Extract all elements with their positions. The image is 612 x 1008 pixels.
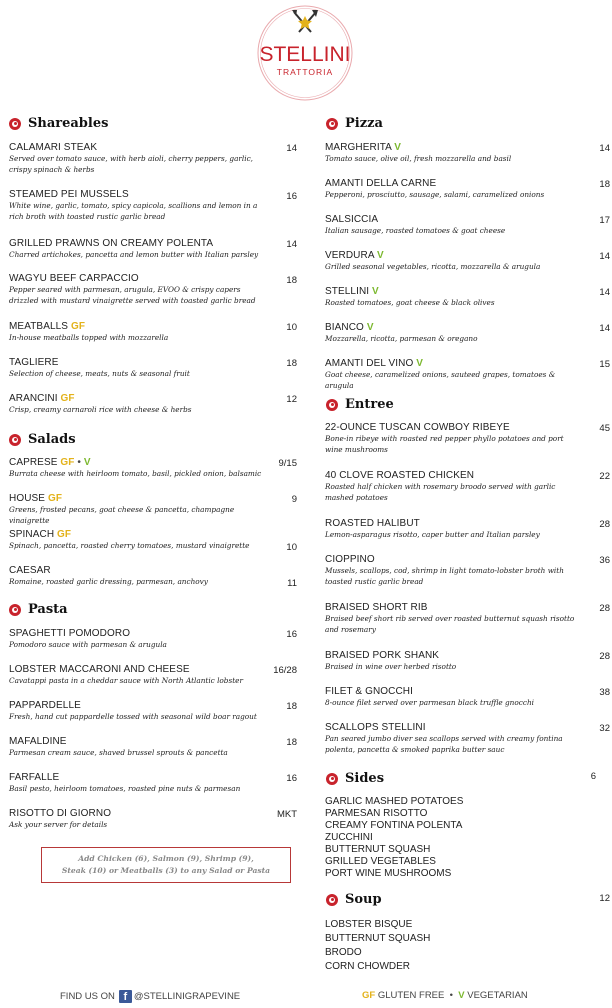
- menu-item: ARANCINI GF Crisp, creamy carnaroli rice with cheese & herbs: [9, 393, 192, 414]
- item-price: 12: [286, 394, 297, 405]
- menu-item: MEATBALLS GF In-house meatballs topped with mozzarella: [9, 321, 169, 342]
- list-item: PORT WINE MUSHROOMS: [325, 868, 452, 879]
- section-price: 12: [599, 893, 610, 904]
- target-icon: [9, 604, 21, 616]
- item-price: 10: [286, 322, 297, 333]
- menu-item: CAESAR Romaine, roasted garlic dressing, parmesan, anchovy: [9, 565, 208, 586]
- menu-item: VERDURA V Grilled seasonal vegetables, ricotta, mozzarella & arugula: [325, 250, 541, 271]
- item-price: 14: [599, 251, 610, 262]
- list-item: GARLIC MASHED POTATOES: [325, 796, 464, 807]
- item-price: 15: [599, 359, 610, 370]
- item-price: 38: [599, 687, 610, 698]
- item-price: 18: [286, 737, 297, 748]
- section-title: Sides: [345, 771, 385, 786]
- veg-tag: V: [458, 990, 465, 1001]
- target-icon: [326, 399, 338, 411]
- list-item: PARMESAN RISOTTO: [325, 808, 428, 819]
- menu-item: HOUSE GF Greens, frosted pecans, goat cheese & pancetta, champagne vinaigrette: [9, 493, 235, 525]
- item-price: 28: [599, 519, 610, 530]
- list-item: CORN CHOWDER: [325, 961, 410, 972]
- veg-tag: V: [366, 322, 374, 333]
- menu-item: STELLINI V Roasted tomatoes, goat cheese & black olives: [325, 286, 495, 307]
- section-title: Salads: [28, 432, 76, 447]
- item-price: 28: [599, 603, 610, 614]
- list-item: GRILLED VEGETABLES: [325, 856, 436, 867]
- menu-item: TAGLIERE Selection of cheese, meats, nuts & seasonal fruit: [9, 357, 190, 378]
- target-icon: [326, 118, 338, 130]
- menu-item: STEAMED PEI MUSSELS White wine, garlic, tomato, spicy capicola, scallions and lemon in a rich broth with toasted rustic garlic bread: [9, 189, 258, 221]
- veg-tag: V: [394, 142, 402, 153]
- menu-item: AMANTI DELLA CARNE Pepperoni, prosciutto, sausage, salami, caramelized onions: [325, 178, 545, 199]
- menu-item: SPAGHETTI POMODORO Pomodoro sauce with parmesan & arugula: [9, 628, 167, 649]
- find-us-label: FIND US ON: [60, 991, 115, 1002]
- gf-tag: GF: [60, 393, 75, 404]
- add-protein-note: Add Chicken (6), Salmon (9), Shrimp (9), Steak (10) or Meatballs (3) to any Salad or Pasta: [41, 847, 291, 883]
- section-title: Pasta: [28, 602, 68, 617]
- section-entree: [326, 397, 394, 412]
- fork-knife-icon: [292, 10, 318, 32]
- item-price: 18: [286, 358, 297, 369]
- item-price: 16: [286, 191, 297, 202]
- veg-tag: V: [372, 286, 379, 297]
- target-icon: [9, 434, 21, 446]
- menu-item: 22-OUNCE TUSCAN COWBOY RIBEYE Bone-in ribeye with roasted red pepper phyllo potatoes and port wine mushrooms: [325, 422, 564, 454]
- legend-footer: GF GLUTEN FREE • V VEGETARIAN: [362, 990, 528, 1001]
- item-price: 10: [286, 542, 297, 553]
- menu-item: WAGYU BEEF CARPACCIO Pepper seared with parmesan, arugula, EVOO & crispy capers drizzled with mustard vinaigrette served with toasted garlic bread: [9, 273, 256, 305]
- menu-item: SALSICCIA Italian sausage, roasted tomatoes & goat cheese: [325, 214, 506, 235]
- list-item: BUTTERNUT SQUASH: [325, 844, 431, 855]
- list-item: BUTTERNUT SQUASH: [325, 933, 431, 944]
- veg-label: VEGETARIAN: [467, 990, 528, 1001]
- menu-item: BIANCO V Mozzarella, ricotta, parmesan & oregano: [325, 322, 478, 343]
- stellini-logo: [256, 4, 354, 102]
- section-pizza: [326, 116, 383, 131]
- item-price: 14: [599, 143, 610, 154]
- section-title: Shareables: [28, 116, 109, 131]
- item-price: 17: [599, 215, 610, 226]
- menu-item: FARFALLE Basil pesto, heirloom tomatoes, roasted pine nuts & parmesan: [9, 772, 241, 793]
- section-soup: [326, 892, 382, 907]
- menu-item: FILET & GNOCCHI 8-ounce filet served over parmesan black truffle gnocchi: [325, 686, 534, 707]
- menu-item: BRAISED SHORT RIB Braised beef short rib served over roasted butternut squash risotto and rosemary: [325, 602, 575, 634]
- facebook-icon[interactable]: f: [119, 990, 132, 1003]
- menu-item: PAPPARDELLE Fresh, hand cut pappardelle tossed with seasonal wild boar ragout: [9, 700, 257, 721]
- menu-item: SCALLOPS STELLINI Pan seared jumbo diver sea scallops served with creamy fontina polenta, pancetta & smoked paprika butter sauc: [325, 722, 563, 754]
- gf-tag: GF: [60, 457, 75, 468]
- gf-tag: GF: [57, 529, 72, 540]
- social-footer: [60, 990, 240, 1003]
- section-title: Entree: [345, 397, 394, 412]
- soup-list: [325, 918, 430, 974]
- item-price: 14: [286, 239, 297, 250]
- brand-name: STELLINI: [259, 43, 351, 66]
- veg-tag: V: [376, 250, 384, 261]
- sides-list: [325, 796, 463, 880]
- item-price: 14: [599, 323, 610, 334]
- item-price: 9/15: [278, 458, 297, 469]
- item-price: 11: [287, 578, 297, 589]
- menu-item: CALAMARI STEAK Served over tomato sauce, with herb aioli, cherry peppers, garlic, crispy spinach & herbs: [9, 142, 253, 174]
- item-price: 16: [286, 629, 297, 640]
- veg-tag: V: [416, 358, 424, 369]
- list-item: ZUCCHINI: [325, 832, 373, 843]
- section-shareables: [9, 116, 108, 131]
- list-item: CREAMY FONTINA POLENTA: [325, 820, 463, 831]
- item-price: MKT: [276, 809, 297, 820]
- menu-item: SPINACH GF Spinach, pancetta, roasted cherry tomatoes, mustard vinaigrette: [9, 529, 250, 550]
- section-pasta: [9, 602, 68, 617]
- social-handle[interactable]: @STELLINIGRAPEVINE: [133, 991, 241, 1002]
- target-icon: [9, 118, 21, 130]
- list-item: LOBSTER BISQUE: [325, 919, 413, 930]
- gf-label: GLUTEN FREE: [377, 990, 445, 1001]
- item-price: 16/28: [273, 665, 297, 676]
- menu-item: AMANTI DEL VINO V Goat cheese, caramelized onions, sauteed grapes, tomatoes & arugula: [325, 358, 556, 390]
- menu-item: RISOTTO DI GIORNO Ask your server for details: [9, 808, 112, 829]
- menu-item: CIOPPINO Mussels, scallops, cod, shrimp in light tomato-lobster broth with toasted rustic garlic bread: [325, 554, 564, 586]
- item-price: 18: [286, 275, 297, 286]
- gf-tag: GF: [362, 990, 376, 1001]
- section-salads: [9, 432, 76, 447]
- item-price: 32: [599, 723, 610, 734]
- section-price: 6: [590, 771, 596, 782]
- menu-item: BRAISED PORK SHANK Braised in wine over herbed risotto: [325, 650, 457, 671]
- item-price: 14: [599, 287, 610, 298]
- menu-item: MARGHERITA V Tomato sauce, olive oil, fresh mozzarella and basil: [325, 142, 512, 163]
- gf-tag: GF: [47, 493, 63, 504]
- item-price: 45: [599, 423, 610, 434]
- list-item: BRODO: [325, 947, 362, 958]
- gf-tag: GF: [70, 321, 86, 332]
- section-title: Pizza: [345, 116, 383, 131]
- item-price: 22: [599, 471, 610, 482]
- item-price: 18: [286, 701, 297, 712]
- item-price: 16: [286, 773, 297, 784]
- menu-item: 40 CLOVE ROASTED CHICKEN Roasted half chicken with rosemary broodo served with garlic mashed potatoes: [325, 470, 556, 502]
- menu-item: GRILLED PRAWNS ON CREAMY POLENTA Charred artichokes, pancetta and lemon butter with Italian parsley: [9, 238, 259, 259]
- brand-sub: TRATTORIA: [276, 67, 334, 77]
- menu-item: ROASTED HALIBUT Lemon-asparagus risotto, caper butter and Italian parsley: [325, 518, 540, 539]
- item-price: 14: [286, 143, 297, 154]
- menu-item: MAFALDINE Parmesan cream sauce, shaved brussel sprouts & pancetta: [9, 736, 228, 757]
- target-icon: [326, 773, 338, 785]
- veg-tag: V: [83, 457, 91, 468]
- menu-item: LOBSTER MACCARONI AND CHEESE Cavatappi pasta in a cheddar sauce with North Atlantic lobster: [9, 664, 243, 685]
- section-title: Soup: [345, 892, 382, 907]
- item-price: 28: [599, 651, 610, 662]
- target-icon: [326, 894, 338, 906]
- item-price: 9: [291, 494, 297, 505]
- item-price: 18: [599, 179, 610, 190]
- menu-item: CAPRESE GF • V Burrata cheese with heirloom tomato, basil, pickled onion, balsamic: [9, 457, 262, 478]
- section-sides: [326, 771, 384, 786]
- item-price: 36: [599, 555, 610, 566]
